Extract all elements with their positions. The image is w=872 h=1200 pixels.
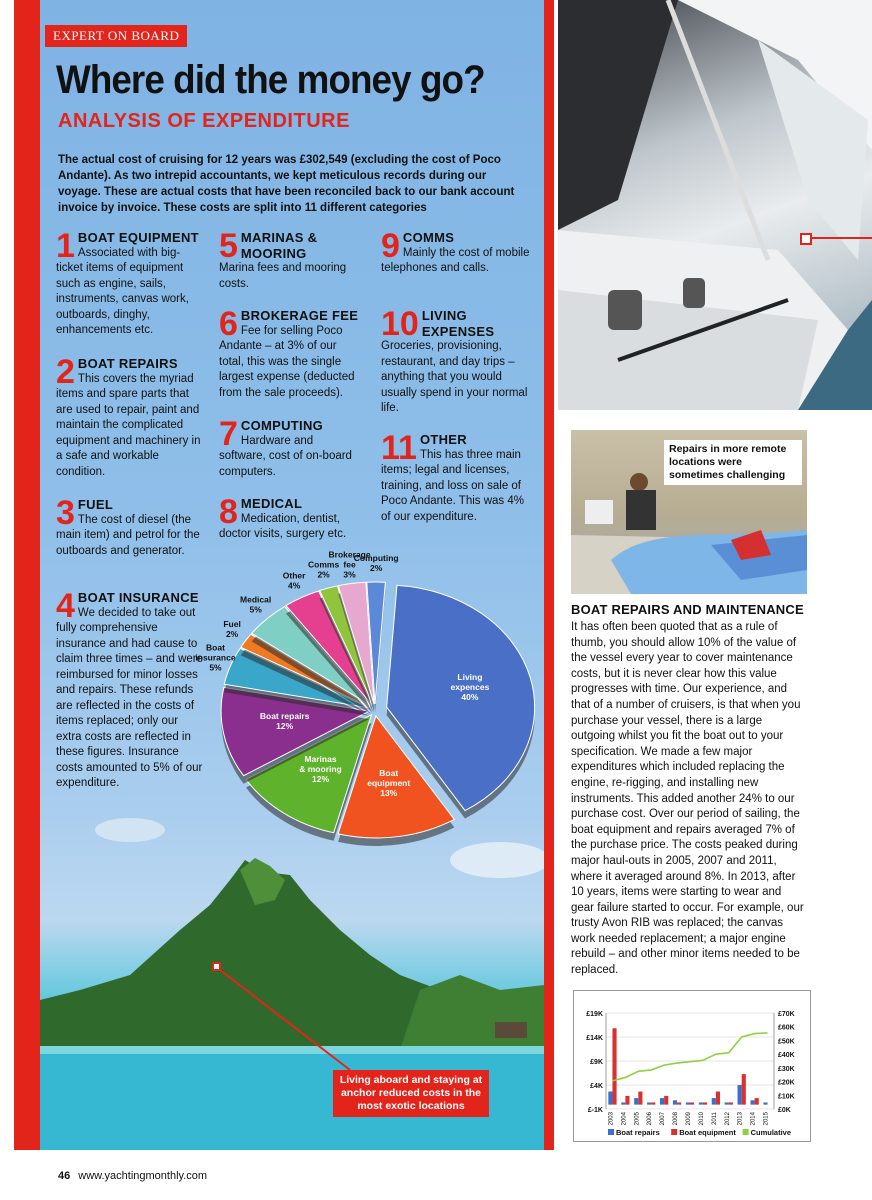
category-text: Hardware and software, cost of on-board computers. — [219, 434, 352, 478]
bar-boat-repairs — [699, 1102, 703, 1104]
category-number: 5 — [219, 227, 238, 265]
x-tick-label: 2015 — [763, 1112, 770, 1126]
x-tick-label: 2010 — [698, 1112, 705, 1126]
y-right-tick: £0K — [778, 1107, 791, 1114]
category-other — [381, 429, 531, 525]
marker-line — [812, 237, 872, 239]
category-text: Associated with big-ticket items of equipment such as engine, sails, instruments, canvas work, outboards, dinghy, enhancements etc. — [56, 246, 189, 336]
category-title: MEDICAL — [240, 496, 303, 511]
category-title: BROKERAGE FEE — [240, 308, 359, 323]
category-text: We decided to take out fully comprehensive insurance and had cause to claim three times – and were reimbursed for minor losses and repairs. These refunds are reflected in the costs of items replaced; only our extra costs are reflected in these figures. Insurance costs amounted to 5% of our expenditure. — [56, 606, 204, 789]
x-tick-label: 2008 — [673, 1112, 680, 1126]
bar-boat-repairs — [750, 1100, 754, 1104]
x-tick-label: 2003 — [608, 1112, 615, 1126]
category-number: 11 — [381, 429, 417, 467]
legend-swatch — [608, 1129, 614, 1135]
bar-boat-equipment — [612, 1028, 616, 1104]
yacht-illustration — [558, 0, 872, 410]
porthole-icon — [683, 278, 705, 308]
page-footer — [58, 1170, 207, 1182]
bar-boat-equipment — [625, 1096, 629, 1105]
bar-boat-equipment — [651, 1102, 655, 1104]
pie-slice-label: Boat insurance 5% — [195, 642, 236, 673]
y-left-tick: £4K — [590, 1083, 603, 1090]
pie-slice-label: Computing 2% — [353, 553, 399, 574]
category-title: FUEL — [77, 497, 114, 512]
x-tick-label: 2011 — [711, 1112, 718, 1125]
legend-label: Boat equipment — [679, 1128, 736, 1137]
article-repairs-maintenance — [571, 602, 807, 979]
y-right-tick: £60K — [778, 1024, 795, 1032]
category-brokerage-fee — [219, 305, 359, 401]
category-comms — [381, 227, 531, 277]
category-fuel — [56, 494, 206, 559]
legend-swatch — [671, 1129, 677, 1135]
footer-website: www.yachtingmonthly.com — [78, 1170, 208, 1182]
bar-boat-equipment — [664, 1096, 668, 1105]
x-tick-label: 2005 — [634, 1112, 641, 1126]
legend-swatch — [743, 1129, 749, 1135]
repairs-equipment-chart — [573, 990, 811, 1142]
left-red-border — [14, 0, 40, 1150]
bar-line-chart — [574, 991, 810, 1141]
bar-boat-repairs — [608, 1092, 612, 1105]
category-text: This covers the myriad items and spare parts that are used to repair, paint and maintain the complicated equipment and machinery in a safe and workable condition. — [56, 372, 201, 478]
yacht-sailing-photo — [558, 0, 872, 410]
y-right-tick: £30K — [778, 1065, 795, 1073]
island-photo-caption: Living aboard and staying at anchor reduced costs in the most exotic locations — [333, 1070, 489, 1117]
bar-boat-repairs — [660, 1098, 664, 1105]
page-title: Where did the money go? — [56, 58, 485, 102]
category-title: BOAT EQUIPMENT — [77, 230, 199, 245]
category-medical — [219, 493, 359, 543]
repairs-photo-caption: Repairs in more remote locations were sometimes challenging — [664, 440, 802, 485]
category-title: BOAT INSURANCE — [77, 590, 199, 605]
pie-slice-label: Living expences 40% — [450, 671, 490, 702]
category-boat-insurance — [56, 587, 206, 792]
category-number: 6 — [219, 305, 238, 343]
y-left-tick: £-1K — [587, 1107, 603, 1114]
y-right-tick: £70K — [778, 1011, 795, 1018]
category-marinas-mooring — [219, 227, 359, 292]
category-title: MARINAS & MOORING — [240, 230, 318, 261]
category-number: 10 — [381, 305, 419, 343]
category-number: 7 — [219, 415, 238, 453]
category-computing — [219, 415, 359, 480]
category-text: The cost of diesel (the main item) and petrol for the outboards and generator. — [56, 513, 200, 557]
pie-slice-label: Boat repairs 12% — [259, 710, 310, 731]
pie-slice-label: Comms 2% — [308, 559, 340, 580]
section-kicker: EXPERT ON BOARD — [45, 25, 187, 47]
bar-boat-equipment — [638, 1092, 642, 1105]
category-number: 3 — [56, 494, 75, 532]
pie-slice-label: Medical 5% — [240, 594, 272, 615]
category-number: 1 — [56, 227, 75, 265]
category-text: Marina fees and mooring costs. — [219, 262, 347, 290]
pie-slice-label: Other 4% — [282, 570, 306, 591]
pie-slice-label: Fuel 2% — [223, 618, 241, 639]
x-tick-label: 2007 — [660, 1112, 667, 1126]
y-left-tick: £19K — [586, 1011, 603, 1018]
bar-boat-repairs — [621, 1102, 625, 1104]
porthole-icon — [608, 290, 642, 330]
category-text: Fee for selling Poco Andante – at 3% of our total, this was the single largest expense (deducted from the sale proceeds). — [219, 324, 355, 399]
category-title: COMPUTING — [240, 418, 324, 433]
category-boat-equipment — [56, 227, 206, 339]
category-title: COMMS — [402, 230, 455, 245]
bar-boat-equipment — [690, 1102, 694, 1104]
article-body: It has often been quoted that as a rule of thumb, you should allow 10% of the value of the vessel every year to cover maintenance costs, but it is never clear how this value progresses with time. Our experience, and that of a number of cruisers, is that when you purchase your vessel, there is a large outgoing whilst you fit the boat out to your specification. We made a few major expenditures which included replacing the engine, re-rigging, and installing new instruments. This added another 24% to our purchase cost. Over our period of sailing, the boat equipment and repairs averaged 7% of the purchase price. The costs peaked during major haul-outs in 2005, 2007 and 2011, where it averaged around 8%. In 2013, after 10 years, items were starting to wear and gear failure started to occur. For example, our trusty Avon RIB was replaced; the canvas work needed replacement; a major engine rebuild – and other minor items needed to be replaced. — [571, 621, 804, 977]
page-subtitle: ANALYSIS OF EXPENDITURE — [58, 110, 350, 132]
bar-boat-repairs — [712, 1098, 716, 1105]
line-cumulative — [612, 1033, 767, 1081]
y-left-tick: £9K — [590, 1059, 603, 1066]
bar-boat-repairs — [738, 1085, 742, 1105]
bar-boat-equipment — [703, 1102, 707, 1104]
center-red-divider — [544, 0, 554, 1150]
category-living-expenses — [381, 305, 531, 417]
y-right-tick: £20K — [778, 1079, 795, 1087]
category-number: 4 — [56, 587, 75, 625]
category-number: 9 — [381, 227, 400, 265]
legend-label: Cumulative — [750, 1128, 792, 1137]
x-tick-label: 2006 — [647, 1112, 654, 1126]
category-text: This has three main items; legal and licenses, training, and loss on sale of Poco Andante. This was 4% of our expenditure. — [381, 448, 524, 523]
bar-boat-repairs — [634, 1098, 638, 1105]
bar-boat-equipment — [742, 1074, 746, 1105]
bar-boat-repairs — [725, 1102, 729, 1104]
bar-boat-equipment — [716, 1092, 720, 1105]
category-title: OTHER — [419, 432, 467, 447]
bar-boat-repairs — [763, 1102, 767, 1104]
y-right-tick: £50K — [778, 1038, 795, 1046]
category-text: Medication, dentist, doctor visits, surgery etc. — [219, 512, 347, 540]
pie-slice-label: Boat equipment 13% — [367, 767, 411, 798]
legend-label: Boat repairs — [616, 1128, 660, 1137]
expenditure-pie-chart — [195, 549, 540, 870]
bar-boat-repairs — [673, 1100, 677, 1104]
bar-boat-equipment — [677, 1102, 681, 1104]
category-number: 2 — [56, 353, 75, 391]
page-number: 46 — [58, 1170, 71, 1182]
bar-boat-repairs — [647, 1102, 651, 1104]
x-tick-label: 2012 — [724, 1112, 731, 1126]
category-number: 8 — [219, 493, 238, 531]
category-title: LIVING EXPENSES — [421, 308, 495, 339]
x-tick-label: 2009 — [686, 1112, 692, 1126]
y-left-tick: £14K — [586, 1035, 603, 1042]
pie-slice-label: Marinas & mooring 12% — [299, 753, 342, 784]
marker-square-icon — [800, 233, 812, 245]
bar-boat-equipment — [755, 1098, 759, 1105]
category-text: Mainly the cost of mobile telephones and calls. — [381, 246, 530, 274]
x-tick-label: 2014 — [750, 1112, 757, 1126]
y-right-tick: £40K — [778, 1052, 795, 1060]
y-right-tick: £10K — [778, 1093, 795, 1101]
article-heading: BOAT REPAIRS AND MAINTENANCE — [571, 602, 804, 617]
bar-boat-repairs — [686, 1102, 690, 1104]
bar-boat-equipment — [729, 1102, 733, 1104]
pie-slice-label: Brokerage fee 3% — [328, 549, 371, 580]
intro-paragraph: The actual cost of cruising for 12 years was £302,549 (excluding the cost of Poco Andante). As two intrepid accountants, we kept meticulous records during our voyage. These are actual costs that have been reconciled back to our bank account invoice by invoice. These costs are split into 11 different categories — [58, 154, 515, 214]
category-boat-repairs — [56, 353, 206, 480]
hut-icon — [495, 1022, 527, 1038]
category-title: BOAT REPAIRS — [77, 356, 178, 371]
x-tick-label: 2004 — [621, 1112, 628, 1126]
category-text: Groceries, provisioning, restaurant, and day trips – anything that you would usually spend in your normal life. — [381, 340, 528, 414]
x-tick-label: 2013 — [737, 1112, 744, 1126]
